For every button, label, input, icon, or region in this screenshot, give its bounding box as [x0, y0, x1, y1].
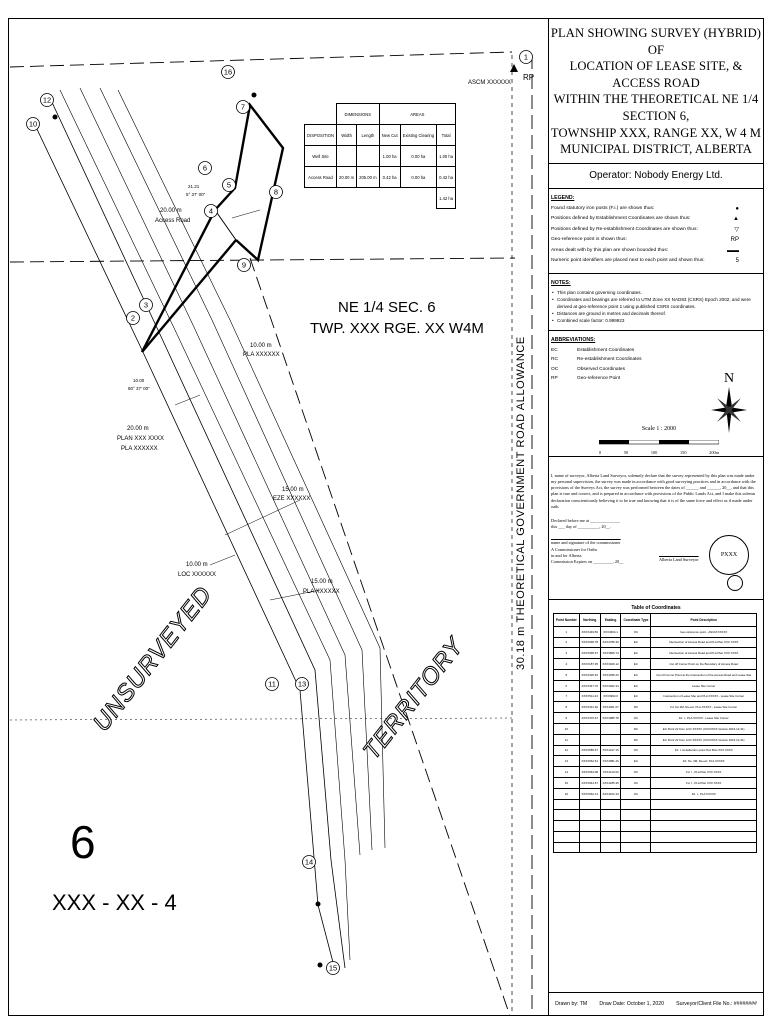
- table-row: [554, 756, 757, 767]
- declared-day: this ___ day of __________, 20__.: [551, 524, 612, 530]
- file-number: Surveyor/Client File No.: ########: [676, 1001, 757, 1007]
- road-allowance-label: 30.18 m THEORETICAL GOVERNMENT ROAD ALLOWANCE: [515, 336, 527, 670]
- found-post-marker: [316, 902, 321, 907]
- legend-text: Areas dealt with by this plan are shown bounded thus:: [551, 247, 669, 253]
- coord-cell: [651, 799, 757, 810]
- pla2-label-width: 15.00 m: [311, 579, 333, 585]
- dim-cell: 20.00 m: [337, 167, 357, 188]
- plan-title: [549, 25, 763, 158]
- drawn-by: Drawn by: TM: [555, 1001, 588, 1007]
- legend-text: Positions defined by Re-establishment Coordinates are shown thus:: [551, 226, 698, 232]
- dim-table-col: DISPOSITION: [305, 125, 337, 146]
- coord-cell: 11: [554, 734, 580, 745]
- stamp-text: PXXX: [720, 551, 738, 558]
- table-row: [554, 821, 757, 832]
- coord-cell: Cut off Corner Point on the Boundary of Access Road: [651, 659, 757, 670]
- point-identifier-label: 14: [304, 857, 314, 867]
- coord-cell: Lease Site Corner: [651, 680, 757, 691]
- surveyor-signature-label: Alberta Land Surveyor: [659, 556, 699, 562]
- abbreviation-key: RP: [551, 376, 558, 382]
- coord-cell: [600, 723, 621, 734]
- coord-cell: [621, 810, 651, 821]
- legend-text: Found statutory iron posts (F.i.) are shown thus:: [551, 205, 655, 211]
- abbreviation-item: [549, 346, 763, 356]
- plan-label-plan: PLAN XXX XXXX: [117, 436, 165, 442]
- coord-cell: 13: [554, 756, 580, 767]
- found-post-marker: [318, 963, 323, 968]
- dim-cell: [357, 146, 379, 167]
- coord-cell: XXXX511.23: [579, 691, 600, 702]
- coord-cell: Cut off Corner Point at the Intersection of the Access Road and Lease Site: [651, 669, 757, 680]
- coord-cell: XXXX062.61: [579, 756, 600, 767]
- coord-cell: [651, 831, 757, 842]
- table-row: [554, 691, 757, 702]
- title-line: PLAN SHOWING SURVEY (HYBRID) OF: [550, 26, 762, 57]
- coord-cell: OC: [621, 767, 651, 778]
- coord-cell: [621, 842, 651, 853]
- coord-cell: 1: [554, 626, 580, 637]
- coord-cell: 9: [554, 713, 580, 724]
- legend-item: [549, 256, 763, 267]
- coord-cell: [651, 842, 757, 853]
- certification-section: [549, 456, 763, 599]
- coord-cell: [600, 842, 621, 853]
- north-boundary-dashed-line: [10, 52, 512, 67]
- table-row: [554, 734, 757, 745]
- point-identifier-label: 2: [130, 313, 136, 323]
- coord-cell: XXX3922.34: [600, 680, 621, 691]
- seal-icon: [727, 575, 743, 591]
- coord-cell: XXX3993.0: [600, 691, 621, 702]
- coord-cell: XXXX347.76: [579, 680, 600, 691]
- certification-text: I, name of surveyor, Alberta Land Surveyor, solemnly declare that the survey represented by this plan was made under my personal supervision, the survey was made in accordance with good surveying practices and in accordance with the provisions of the Surveys Act, the survey was performed between the dates of ______ and ______, 20__, and that this plan is true and correct, and is prepared in accordance with provisions of the Public Lands Act, and I make this solemn declaration conscientiously believing it to be true and knowing that it is of the same force and effect as if made under oath.: [551, 472, 756, 509]
- coord-cell: XXXX662.14: [579, 788, 600, 799]
- table-row: [554, 799, 757, 810]
- coord-cell: XXX3916.12: [600, 659, 621, 670]
- note-item: • Combined scale factor: 0.999923: [549, 317, 763, 324]
- coord-cell: XXX4664.1: [600, 626, 621, 637]
- coord-cell: Intersection of Access Road and PLA Plan XXX XXXX: [651, 637, 757, 648]
- dim-cell: 205.00 m: [357, 167, 379, 188]
- dim-cell: [379, 188, 400, 209]
- width-label-distance: 10.00: [133, 378, 145, 383]
- width-label-bearing: 80° 37' 00": [128, 386, 150, 391]
- table-row: [554, 713, 757, 724]
- diagonal-dashed-boundary: [250, 258, 510, 1016]
- point-identifier-label: 13: [297, 679, 307, 689]
- coord-cell: XXX3981.26: [600, 756, 621, 767]
- coord-cell: [600, 810, 621, 821]
- coord-cell: 8: [554, 702, 580, 713]
- scale-tick: 150: [680, 449, 687, 455]
- coord-cell: 14: [554, 767, 580, 778]
- coord-cell: XXXX449.50: [579, 626, 600, 637]
- coord-cell: [579, 799, 600, 810]
- coord-cell: OC: [621, 626, 651, 637]
- coordinates-section: [549, 599, 763, 854]
- found-post-marker: [53, 115, 58, 120]
- table-row: [554, 777, 757, 788]
- coord-cell: [579, 831, 600, 842]
- legend-section: [549, 195, 763, 267]
- coord-cell: EC Point 22 from LOC XXXXX (UXXXXXX Version 2016-12-31): [651, 734, 757, 745]
- coord-cell: XXXX096.78: [579, 637, 600, 648]
- legend-heading: LEGEND:: [551, 194, 575, 201]
- coord-cell: EC: [621, 680, 651, 691]
- legend-text: Geo-reference point is shown thus:: [551, 237, 627, 243]
- commissioner-province: in and for Alberta: [551, 552, 582, 558]
- coord-cell: XXX4185.35: [600, 777, 621, 788]
- territory-label: TERRITORY: [358, 632, 470, 765]
- north-label: N: [723, 370, 735, 386]
- lease-site-and-access-road: [142, 102, 283, 352]
- table-row: [554, 637, 757, 648]
- coord-cell: 6: [554, 680, 580, 691]
- commission-expiry: Commission Expires on _________, 20__: [551, 558, 624, 564]
- legend-item: [549, 214, 763, 225]
- dim-table-col: Length: [357, 125, 379, 146]
- legend-symbol-icon: RP: [730, 237, 739, 244]
- coord-cell: [651, 810, 757, 821]
- coord-cell: XXXX470.67: [579, 713, 600, 724]
- angle-label-bearing: 5° 37' 00": [186, 192, 206, 197]
- coord-cell: 15: [554, 777, 580, 788]
- coord-cell: [579, 734, 600, 745]
- coord-col-header: Coordinate Type: [621, 613, 651, 626]
- point-identifier-label: 9: [241, 260, 247, 270]
- coord-cell: [600, 734, 621, 745]
- dim-cell: 0.00 ha: [400, 167, 436, 188]
- scale-bar: [599, 426, 719, 455]
- coord-cell: [600, 831, 621, 842]
- dim-cell: Well Site: [305, 146, 337, 167]
- coord-cell: Fd. No.3M, Re-est. PLA XXXXX - Lease Site Corner: [651, 702, 757, 713]
- coord-cell: Intersection of Lease Site and PLA XXXXX - Lease Site Corner: [651, 691, 757, 702]
- dim-cell: [400, 188, 436, 209]
- coord-cell: RC: [621, 734, 651, 745]
- notes-heading: NOTES:: [551, 279, 571, 286]
- coord-cell: Geo-reference point - ASCM XXXXX: [651, 626, 757, 637]
- coord-cell: [554, 821, 580, 832]
- point-identifier-label: 4: [208, 206, 214, 216]
- table-row: [554, 669, 757, 680]
- coord-cell: XXX3806.74: [600, 648, 621, 659]
- dim-table-col: Width: [337, 125, 357, 146]
- coord-cell: EC: [621, 691, 651, 702]
- abbreviation-key: EC: [551, 347, 558, 353]
- coord-cell: 2: [554, 637, 580, 648]
- table-row: [554, 723, 757, 734]
- dim-table-col: New Cut: [379, 125, 400, 146]
- declared-before: Declared before me at ______________: [551, 517, 621, 523]
- table-row: [554, 648, 757, 659]
- coord-cell: XXX3786.30: [600, 637, 621, 648]
- dim-table-total-row: [305, 188, 456, 209]
- access-road-label-width: 20.00 m: [160, 208, 182, 214]
- coord-cell: 4: [554, 659, 580, 670]
- coord-cell: OC: [621, 745, 651, 756]
- table-row: [554, 702, 757, 713]
- point-identifier-label: 7: [240, 102, 246, 112]
- abbreviation-value: Establishment Coordinates: [577, 347, 635, 353]
- coord-cell: XXX4061.67: [600, 702, 621, 713]
- coord-col-header: Point Description: [651, 613, 757, 626]
- dimensions-areas-table: [304, 103, 456, 209]
- coordinates-table: [553, 613, 757, 854]
- loc-label-width: 10.00 m: [186, 562, 208, 568]
- legend-symbol-icon: ▬▬: [727, 247, 739, 254]
- coord-cell: [621, 831, 651, 842]
- point-identifier-label: 8: [273, 187, 279, 197]
- coord-cell: XXXX964.08: [579, 767, 600, 778]
- coord-cell: [579, 810, 600, 821]
- coord-cell: XXXX095.67: [579, 648, 600, 659]
- abbreviation-key: OC: [551, 366, 559, 372]
- abbreviations-heading: ABBREVIATIONS:: [551, 336, 596, 343]
- note-item: • Distances are ground in metres and decimals thereof.: [549, 310, 763, 317]
- dim-table-col: Total: [437, 125, 456, 146]
- coord-cell: [651, 821, 757, 832]
- table-row: [554, 788, 757, 799]
- coord-cell: 7: [554, 691, 580, 702]
- legend-item: [549, 235, 763, 246]
- dim-table-head-areas: AREAS: [379, 104, 455, 125]
- dim-cell: [357, 188, 379, 209]
- coord-cell: [554, 831, 580, 842]
- coord-cell: EC Point 22 from LOC XXXXX (UXXXXXX Version 2016-12-31): [651, 723, 757, 734]
- coord-cell: EC: [621, 648, 651, 659]
- dim-cell: Access Road: [305, 167, 337, 188]
- coord-cell: XXXX326.46: [579, 669, 600, 680]
- legend-text: Positions defined by Establishment Coordinates are shown thus:: [551, 216, 691, 222]
- coord-cell: [621, 799, 651, 810]
- dim-table-head-dimensions: DIMENSIONS: [337, 104, 380, 125]
- title-line: LOCATION OF LEASE SITE, & ACCESS ROAD: [569, 59, 743, 90]
- point-identifier-label: 12: [42, 95, 52, 105]
- legend-item: [549, 225, 763, 236]
- georeference-marker: [510, 64, 518, 72]
- drawing-footer: [549, 992, 763, 1015]
- plan-label-width: 20.00 m: [127, 426, 149, 432]
- dim-table-col: Existing Clearing: [400, 125, 436, 146]
- access-road-label-name: Access Road: [155, 218, 191, 224]
- eze-label-name: EZE XXXXXX: [273, 496, 311, 502]
- coord-cell: XXXX944.67: [579, 777, 600, 788]
- coord-cell: OC: [621, 713, 651, 724]
- legend-item: [549, 246, 763, 257]
- coord-cell: Fd. I. at deflection point PLA Plan XXX XXXX: [651, 745, 757, 756]
- coord-cell: XXX3935.23: [600, 669, 621, 680]
- plan-label-pla: PLA XXXXXX: [121, 446, 158, 452]
- table-row: [554, 680, 757, 691]
- dim-cell: 0.00 ha: [400, 146, 436, 167]
- coord-table-title: Table of Coordinates: [631, 604, 681, 611]
- unsurveyed-label: UNSURVEYED: [88, 581, 218, 737]
- ascm-label: ASCM XXXXXX: [468, 80, 512, 86]
- point-identifier-label: 5: [226, 180, 232, 190]
- pla2-label-name: PLA XXXXXX: [303, 589, 340, 595]
- legend-symbol-icon: 5: [735, 258, 739, 265]
- coord-cell: Fd. I., PLA Plan XXX XXXX: [651, 767, 757, 778]
- township-label: XXX - XX - 4: [52, 890, 177, 915]
- point-identifier-label: 15: [328, 963, 338, 973]
- note-item: • Coordinates and bearings are referred to UTM Zone XX NAD83 (CSRS) Epoch 2002, and were derived at geo-reference point 1 using published CSRS coordinates.: [549, 296, 763, 310]
- coord-cell: [579, 821, 600, 832]
- point-identifier-label: 6: [202, 163, 208, 173]
- coord-cell: XXXX685.67: [579, 745, 600, 756]
- abbreviation-key: RC: [551, 357, 558, 363]
- pla-label-name: PLA XXXXXX: [243, 352, 280, 358]
- scale-label: Scale 1 : 2000: [641, 425, 677, 432]
- coord-cell: [554, 810, 580, 821]
- table-row: [554, 810, 757, 821]
- pla-label-width: 10.00 m: [250, 343, 272, 349]
- legend-text: Numeric point identifiers are placed next to each point and shown thus:: [551, 258, 705, 264]
- coord-cell: [600, 799, 621, 810]
- dim-table-row: [305, 146, 456, 167]
- legend-symbol-icon: ●: [735, 205, 739, 212]
- dim-cell: 1.00 ha: [379, 146, 400, 167]
- coord-cell: 3: [554, 648, 580, 659]
- point-identifier-label: 3: [143, 300, 149, 310]
- coord-cell: [621, 821, 651, 832]
- table-row: [554, 659, 757, 670]
- coord-cell: XXX4110.93: [600, 767, 621, 778]
- dim-table-corner: [305, 104, 337, 125]
- found-post-marker: [252, 93, 257, 98]
- coord-cell: XXX4217.15: [600, 745, 621, 756]
- abbreviation-value: Observed Coordinates: [577, 366, 625, 372]
- loc-label-name: LOC XXXXXX: [178, 572, 217, 578]
- coord-cell: [579, 842, 600, 853]
- dim-cell: [337, 146, 357, 167]
- table-row: [554, 767, 757, 778]
- coord-cell: EC: [621, 637, 651, 648]
- coord-col-header: Easting: [600, 613, 621, 626]
- table-row: [554, 626, 757, 637]
- coord-cell: [579, 723, 600, 734]
- coord-col-header: Northing: [579, 613, 600, 626]
- legend-symbol-icon: ▽: [734, 226, 739, 233]
- title-line: TOWNSHIP XXX, RANGE XX, W 4 M: [550, 125, 762, 140]
- section-line-south: [10, 718, 512, 720]
- abbreviation-value: Re-establishment Coordinates: [577, 357, 642, 363]
- coord-cell: Fd. I., PLA XXXXX - Lease Site Corner: [651, 713, 757, 724]
- coord-col-header: Point Number: [554, 613, 580, 626]
- angle-label-distance: 21.21: [188, 184, 200, 189]
- note-item: • This plan contains governing coordinates.: [549, 289, 763, 296]
- table-row: [554, 831, 757, 842]
- notes-section: [549, 273, 763, 324]
- commissioner-title: A Commissioner for Oaths: [551, 546, 598, 552]
- title-line: WITHIN THE THEORETICAL NE 1/4 SECTION 6,: [553, 92, 759, 123]
- coord-cell: EC: [621, 756, 651, 767]
- coord-cell: Fd. No. 3M, Re-est. PLA XXXXX: [651, 756, 757, 767]
- coord-cell: [554, 799, 580, 810]
- coord-cell: XXXX187.35: [579, 659, 600, 670]
- scale-tick: 200m: [709, 449, 719, 455]
- title-line: MUNICIPAL DISTRICT, ALBERTA: [560, 142, 752, 157]
- title-block-panel: [548, 19, 763, 1015]
- rp-label: RP: [523, 73, 535, 82]
- point-identifier-label: 10: [28, 119, 38, 129]
- coord-cell: OC: [621, 788, 651, 799]
- coord-cell: 12: [554, 745, 580, 756]
- coord-cell: Intersection of Access Road and PLA Plan XXX XXXX: [651, 648, 757, 659]
- abbreviation-value: Geo-reference Point: [577, 376, 621, 382]
- coord-cell: RC: [621, 702, 651, 713]
- table-row: [554, 842, 757, 853]
- coord-cell: OC: [621, 777, 651, 788]
- dim-cell: 0.42 ha: [379, 167, 400, 188]
- surveyor-stamp: [709, 535, 749, 575]
- parcel-label-line1: NE 1/4 SEC. 6: [338, 299, 436, 316]
- eze-label-width: 15.00 m: [282, 487, 304, 493]
- legend-symbol-icon: ▲: [733, 216, 739, 223]
- point-identifier-label: 11: [268, 679, 276, 689]
- dim-cell: [305, 188, 337, 209]
- coord-cell: 5: [554, 669, 580, 680]
- scale-ticks: [599, 450, 719, 455]
- coord-cell: EC: [621, 659, 651, 670]
- operator-label: Operator: Nobody Energy Ltd.: [549, 163, 763, 189]
- coord-cell: Fd. I., PLA XXXXX: [651, 788, 757, 799]
- dim-cell: 0.42 ha: [437, 167, 456, 188]
- coord-cell: XXXX331.92: [579, 702, 600, 713]
- scale-tick: 50: [623, 449, 629, 455]
- coord-cell: Fd. I., PLA Plan XXX XXXX: [651, 777, 757, 788]
- legend-item: [549, 204, 763, 215]
- parcel-label-line2: TWP. XXX RGE. XX W4M: [310, 320, 484, 337]
- commissioner-name: name and signature of the commissioner: [551, 540, 621, 546]
- table-row: [554, 745, 757, 756]
- coord-cell: XXX3985.78: [600, 713, 621, 724]
- coord-cell: XXX4102.43: [600, 788, 621, 799]
- south-parcel-dashed-line: [10, 258, 515, 262]
- coord-cell: [600, 821, 621, 832]
- scale-bar-graphic: [599, 440, 719, 445]
- coord-cell: EC: [621, 669, 651, 680]
- coord-cell: [554, 842, 580, 853]
- coord-cell: RC: [621, 723, 651, 734]
- draw-date: Draw Date: October 1, 2020: [599, 1001, 664, 1007]
- coord-cell: 16: [554, 788, 580, 799]
- point-identifier-label: 16: [223, 67, 233, 77]
- dim-cell: [337, 188, 357, 209]
- point-identifier-label: 1: [523, 52, 529, 62]
- scale-tick: 100: [650, 449, 658, 455]
- dim-table-row: [305, 167, 456, 188]
- abbreviations-section: [549, 330, 763, 456]
- section-number: 6: [70, 816, 96, 868]
- dim-cell: 1.00 ha: [437, 146, 456, 167]
- dim-total-cell: 1.42 ha: [437, 188, 456, 209]
- coord-cell: 10: [554, 723, 580, 734]
- abbreviation-item: [549, 355, 763, 365]
- scale-tick: 0: [599, 449, 602, 455]
